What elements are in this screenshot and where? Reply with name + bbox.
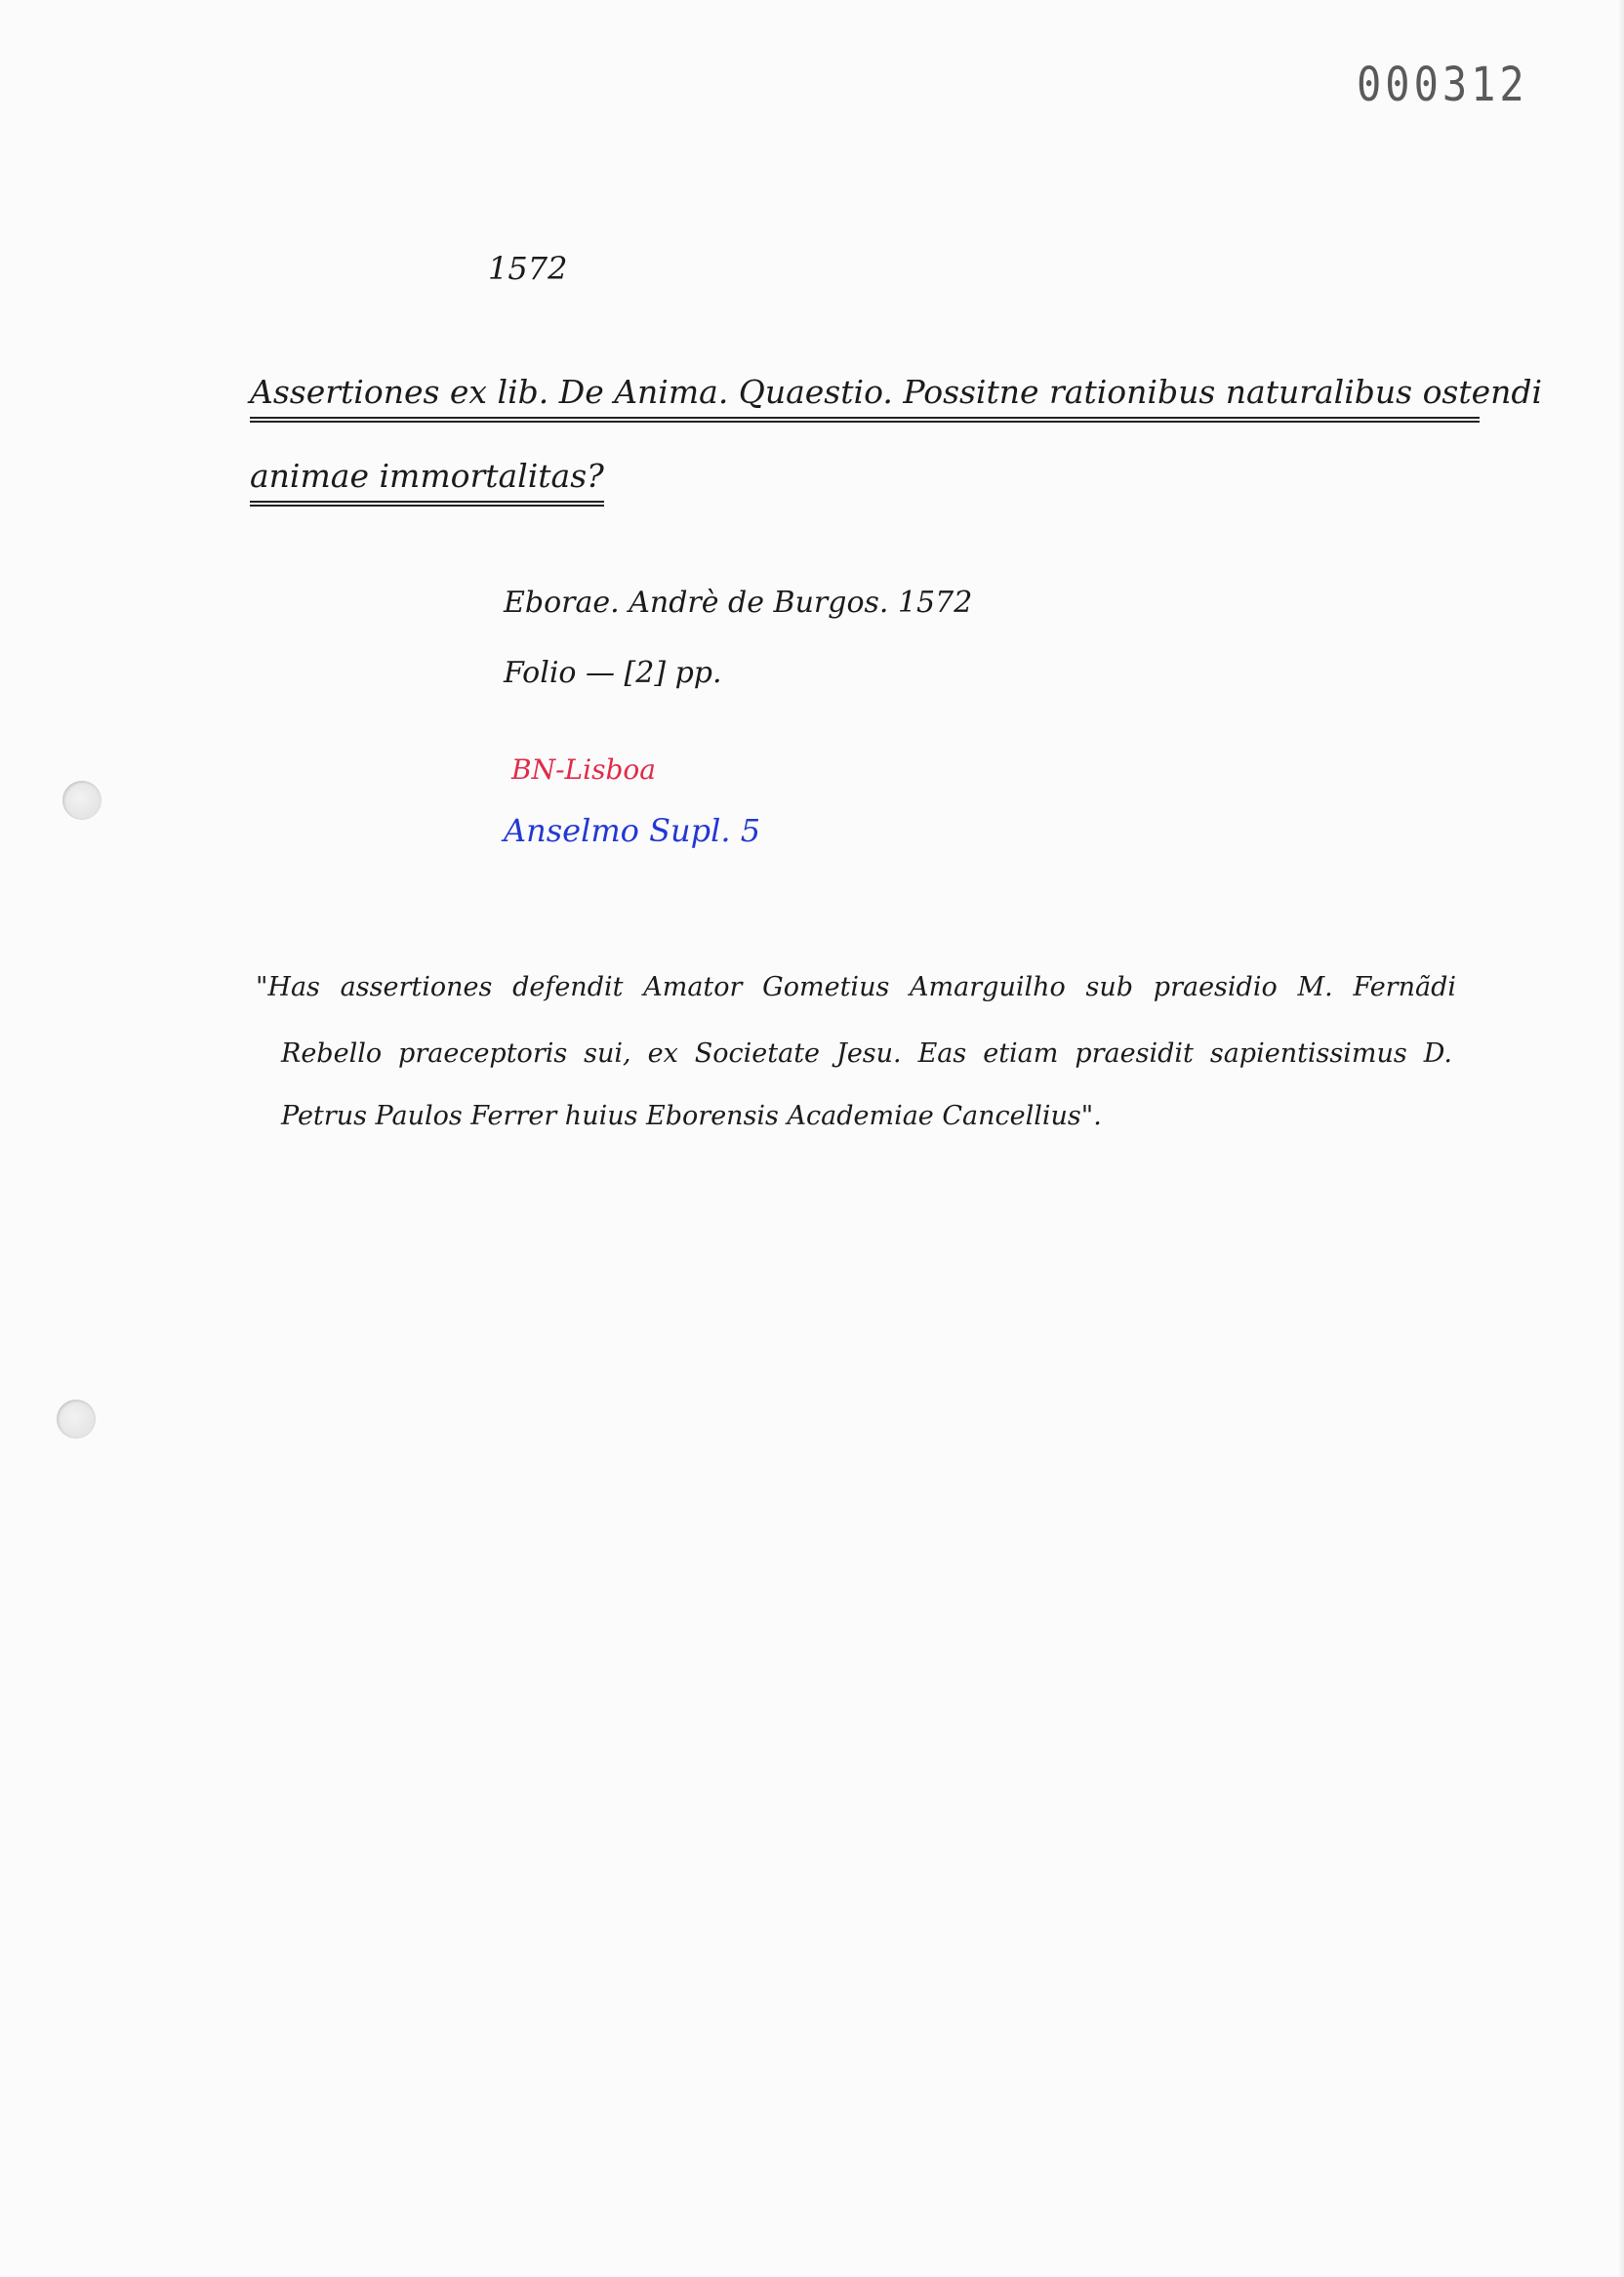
format: Folio — [2] pp. [504,656,722,690]
publication-year: 1572 [488,250,568,287]
imprint: Eborae. Andrè de Burgos. 1572 [504,586,973,620]
title-line-2: animae immortalitas? [250,457,604,503]
punch-hole-top [62,781,102,820]
bibliographic-reference: Anselmo Supl. 5 [504,812,761,849]
quote-line-1: "Has assertiones defendit Amator Gometius Amarguilho sub praesidio M. Fernãdi [256,972,1456,1002]
quote-line-3: Petrus Paulos Ferrer huius Eborensis Academiae Cancellius". [281,1101,1102,1131]
stamp-number: 000312 [1357,57,1528,112]
title-line-1: Assertiones ex lib. De Anima. Quaestio. Possitne rationibus naturalibus ostendi [250,373,1480,419]
quote-line-2: Rebello praeceptoris sui, ex Societate Jesu. Eas etiam praesidit sapientissimus D. [281,1038,1452,1069]
punch-hole-bottom [57,1400,96,1439]
library-location: BN-Lisboa [511,753,656,786]
